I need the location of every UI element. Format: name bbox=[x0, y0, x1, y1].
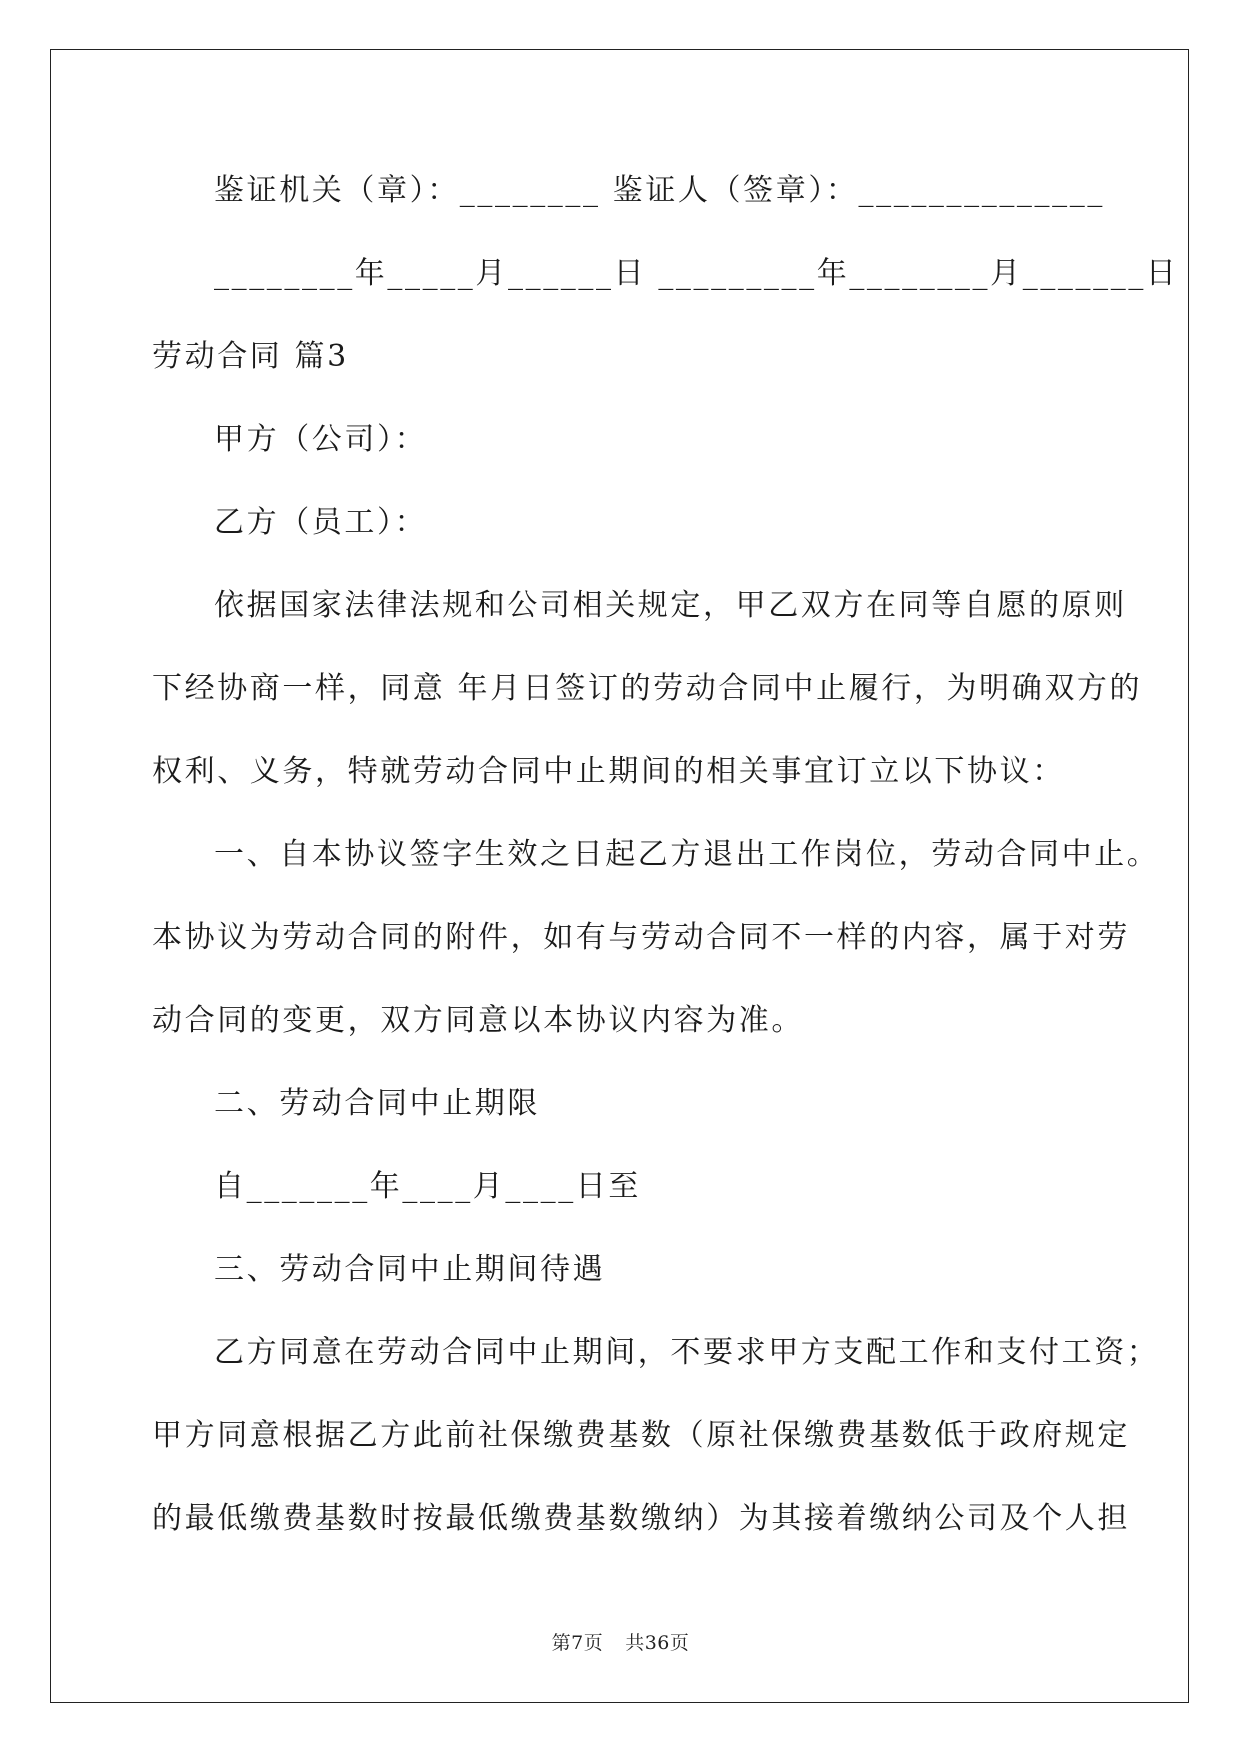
text-line-clause-three: 三、劳动合同中止期间待遇 bbox=[214, 1252, 606, 1287]
text-line-paragraph: 的最低缴费基数时按最低缴费基数缴纳）为其接着缴纳公司及个人担 bbox=[152, 1501, 1130, 1536]
page-total: 共36页 bbox=[625, 1632, 690, 1654]
text-line-clause-two: 二、劳动合同中止期限 bbox=[214, 1086, 540, 1121]
text-line-date-blanks: ________年_____月______日 _________年________月_______日 bbox=[214, 256, 1179, 291]
text-line-party-a: 甲方（公司）： bbox=[214, 422, 428, 457]
section-title: 劳动合同 篇3 bbox=[152, 339, 349, 374]
page-number: 第7页 bbox=[551, 1632, 604, 1654]
page-footer bbox=[0, 1628, 1241, 1655]
text-line-authentication-signature: 鉴证机关（章）：________ 鉴证人（签章）：______________ bbox=[214, 173, 1105, 208]
text-line-paragraph: 乙方同意在劳动合同中止期间，不要求甲方支配工作和支付工资； bbox=[214, 1335, 1160, 1370]
text-line-paragraph: 依据国家法律法规和公司相关规定，甲乙双方在同等自愿的原则 bbox=[214, 588, 1127, 623]
text-line-paragraph: 动合同的变更，双方同意以本协议内容为准。 bbox=[152, 1003, 804, 1038]
text-line-paragraph: 本协议为劳动合同的附件，如有与劳动合同不一样的内容，属于对劳 bbox=[152, 920, 1130, 955]
text-line-party-b: 乙方（员工）： bbox=[214, 505, 428, 540]
document-body bbox=[152, 163, 1179, 1574]
text-line-period-blanks: 自_______年____月____日至 bbox=[214, 1169, 641, 1204]
text-line-paragraph: 下经协商一样，同意 年月日签订的劳动合同中止履行，为明确双方的 bbox=[152, 671, 1143, 706]
text-line-clause-one: 一、自本协议签字生效之日起乙方退出工作岗位，劳动合同中止。 bbox=[214, 837, 1160, 872]
text-line-paragraph: 权利、义务，特就劳动合同中止期间的相关事宜订立以下协议： bbox=[152, 754, 1065, 789]
text-line-paragraph: 甲方同意根据乙方此前社保缴费基数（原社保缴费基数低于政府规定 bbox=[152, 1418, 1130, 1453]
